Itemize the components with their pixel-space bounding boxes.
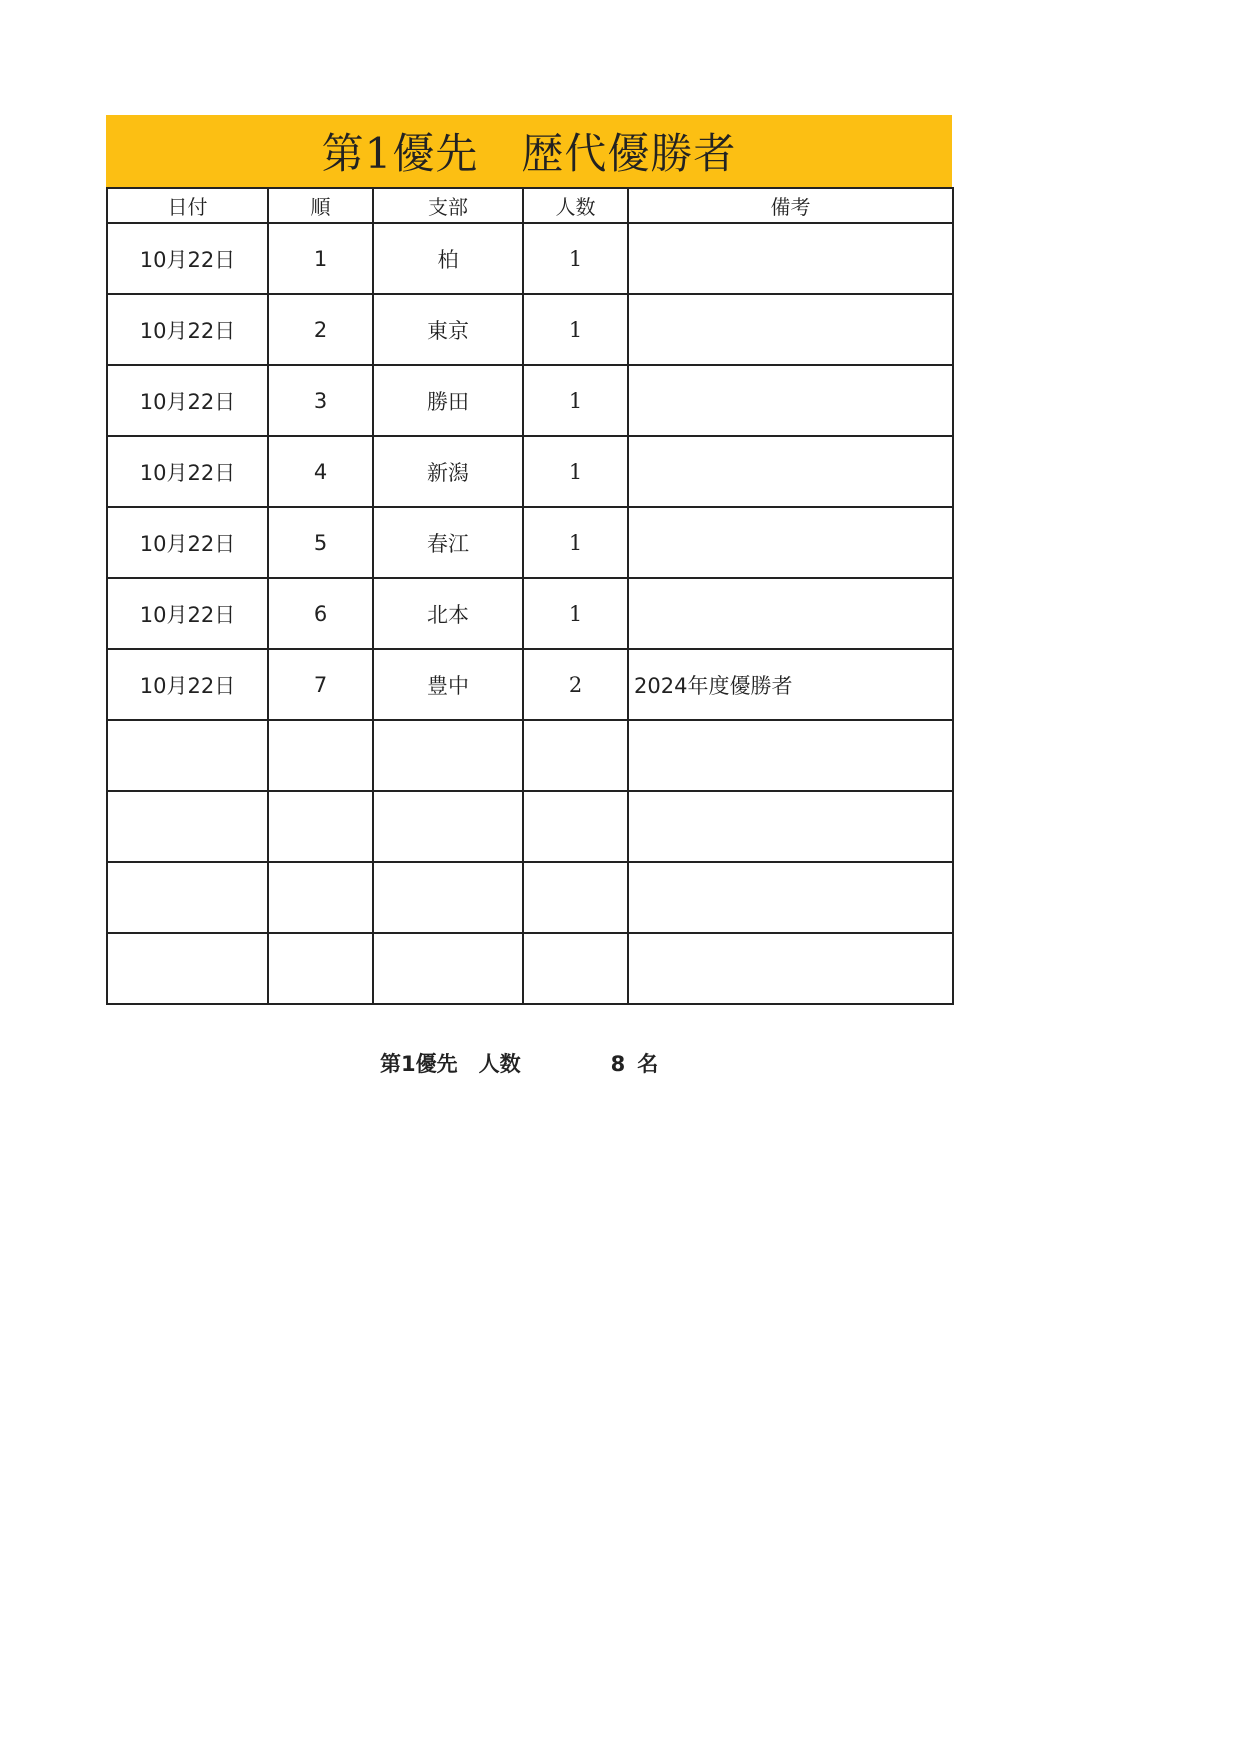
cell-rank: 2	[268, 294, 373, 365]
cell-branch: 柏	[373, 223, 523, 294]
cell-note: 2024年度優勝者	[628, 649, 953, 720]
table-row	[107, 720, 953, 791]
cell-count: 2	[523, 649, 628, 720]
cell-count: 1	[523, 436, 628, 507]
cell-rank: 7	[268, 649, 373, 720]
cell-date: 10月22日	[107, 365, 268, 436]
cell-branch: 北本	[373, 578, 523, 649]
cell-date: 10月22日	[107, 578, 268, 649]
cell-date: 10月22日	[107, 507, 268, 578]
table-row	[107, 507, 953, 578]
cell-count	[523, 720, 628, 791]
summary-unit: 名	[637, 1052, 659, 1076]
summary-value: 8	[610, 1052, 626, 1076]
summary-label: 第1優先 人数	[380, 1052, 521, 1076]
cell-rank: 4	[268, 436, 373, 507]
cell-note	[628, 294, 953, 365]
cell-rank: 1	[268, 223, 373, 294]
table-row	[107, 933, 953, 1004]
table-row	[107, 294, 953, 365]
cell-rank	[268, 791, 373, 862]
table-row	[107, 649, 953, 720]
cell-date: 10月22日	[107, 436, 268, 507]
cell-count	[523, 933, 628, 1004]
cell-branch: 春江	[373, 507, 523, 578]
cell-note	[628, 365, 953, 436]
cell-rank: 6	[268, 578, 373, 649]
cell-branch: 勝田	[373, 365, 523, 436]
cell-count: 1	[523, 507, 628, 578]
table-row	[107, 436, 953, 507]
sheet-title: 第1優先 歴代優勝者	[106, 115, 952, 187]
cell-date: 10月22日	[107, 294, 268, 365]
cell-note	[628, 578, 953, 649]
cell-note	[628, 223, 953, 294]
cell-date	[107, 720, 268, 791]
cell-note	[628, 436, 953, 507]
cell-count: 1	[523, 365, 628, 436]
table-row	[107, 365, 953, 436]
cell-count	[523, 791, 628, 862]
cell-branch: 豊中	[373, 649, 523, 720]
cell-branch	[373, 791, 523, 862]
cell-note	[628, 933, 953, 1004]
table-body	[107, 223, 953, 1004]
cell-date: 10月22日	[107, 649, 268, 720]
table-row	[107, 578, 953, 649]
cell-date	[107, 933, 268, 1004]
cell-count: 1	[523, 578, 628, 649]
column-header-date: 日付	[107, 188, 268, 223]
cell-rank: 5	[268, 507, 373, 578]
table-row	[107, 223, 953, 294]
table-row	[107, 791, 953, 862]
cell-branch	[373, 862, 523, 933]
results-sheet	[106, 115, 952, 1005]
results-table	[106, 187, 954, 1005]
cell-note	[628, 507, 953, 578]
cell-date	[107, 791, 268, 862]
header-row	[107, 188, 953, 223]
cell-rank	[268, 933, 373, 1004]
cell-count	[523, 862, 628, 933]
column-header-rank: 順	[268, 188, 373, 223]
cell-count: 1	[523, 294, 628, 365]
cell-rank	[268, 720, 373, 791]
cell-branch: 新潟	[373, 436, 523, 507]
cell-note	[628, 791, 953, 862]
column-header-note: 備考	[628, 188, 953, 223]
cell-branch	[373, 933, 523, 1004]
cell-rank	[268, 862, 373, 933]
cell-count: 1	[523, 223, 628, 294]
cell-note	[628, 720, 953, 791]
cell-branch	[373, 720, 523, 791]
column-header-count: 人数	[523, 188, 628, 223]
cell-rank: 3	[268, 365, 373, 436]
cell-date	[107, 862, 268, 933]
table-row	[107, 862, 953, 933]
cell-date: 10月22日	[107, 223, 268, 294]
cell-note	[628, 862, 953, 933]
summary-line	[380, 1048, 658, 1078]
cell-branch: 東京	[373, 294, 523, 365]
column-header-branch: 支部	[373, 188, 523, 223]
